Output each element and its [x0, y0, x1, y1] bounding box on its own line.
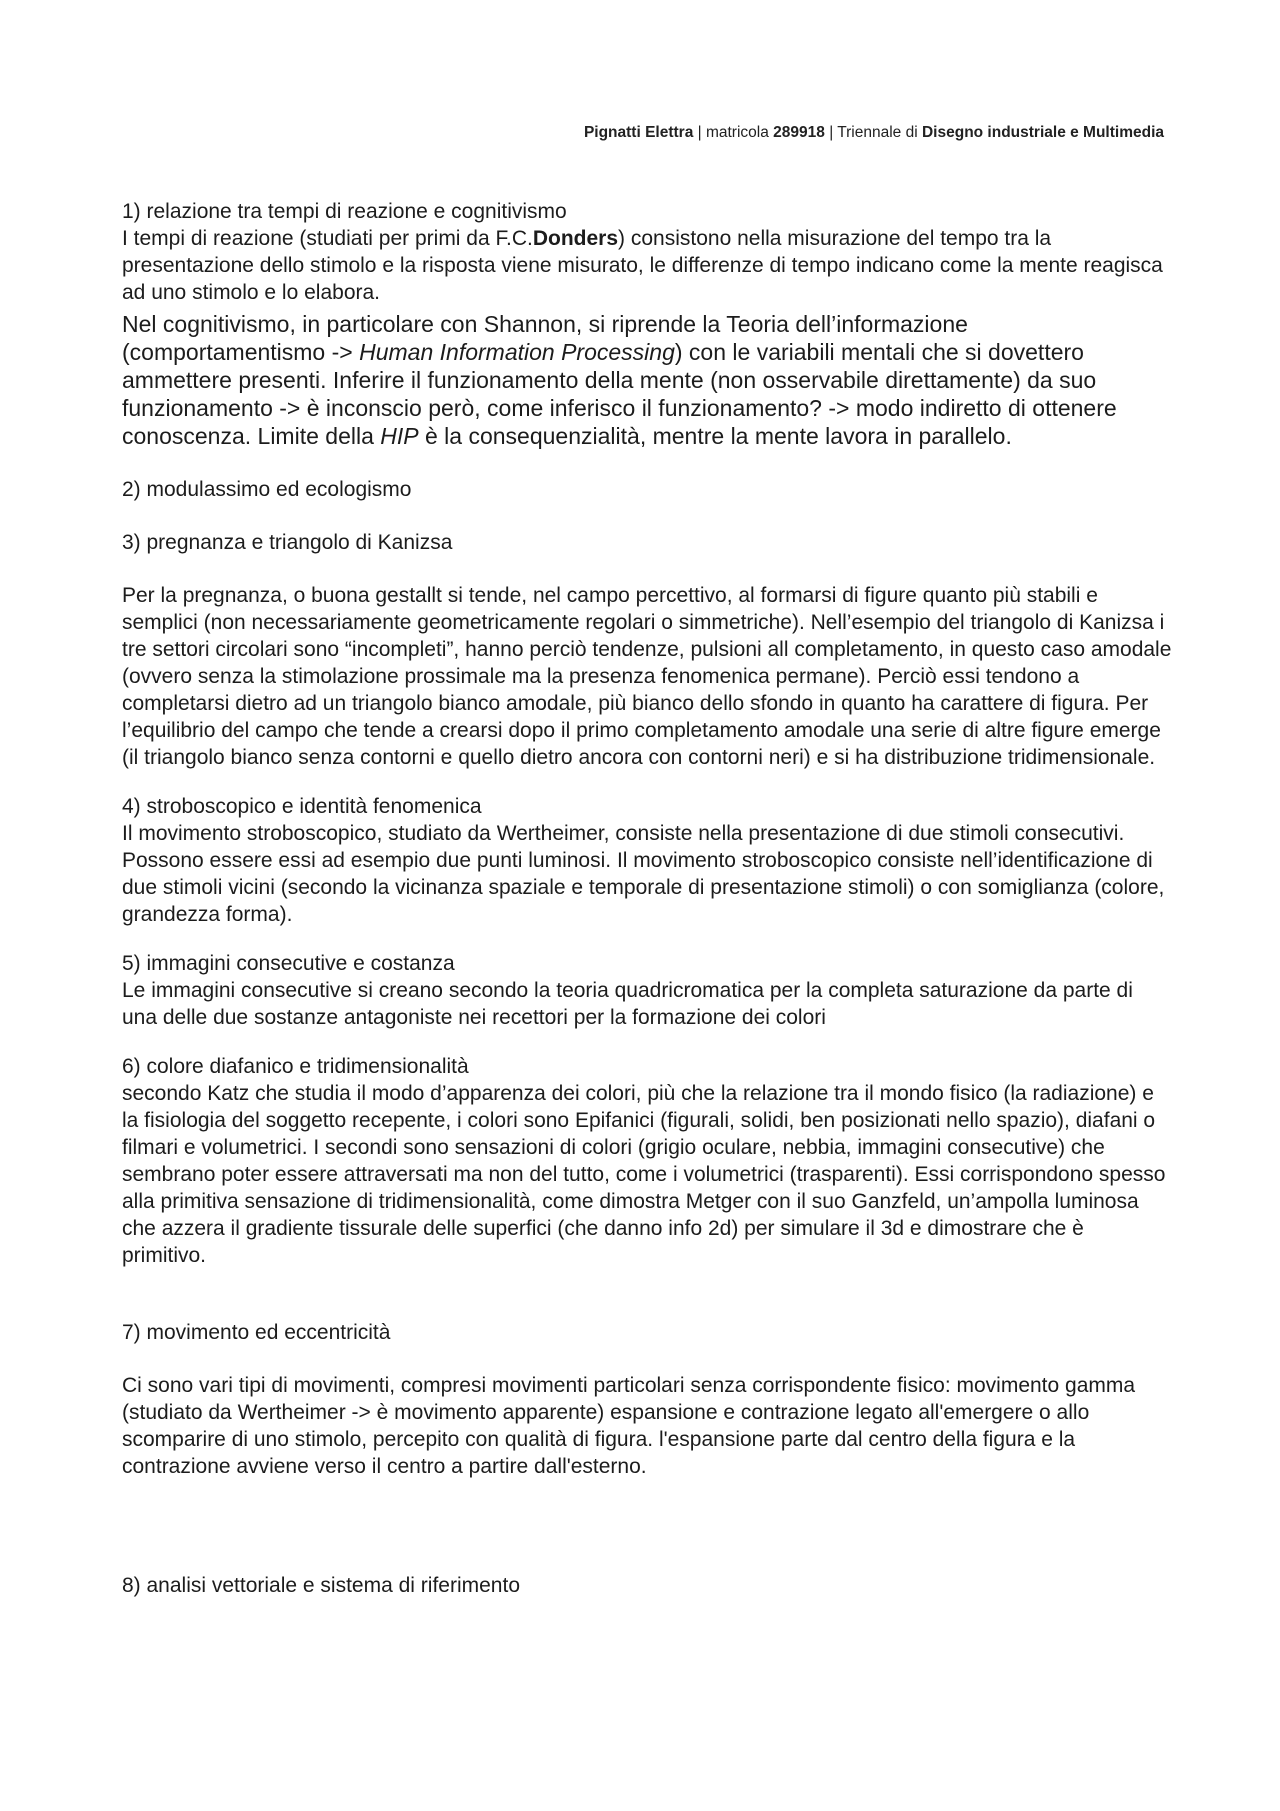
section-1-paragraph-1: I tempi di reazione (studiati per primi da F.C.Donders) consistono nella misurazione del tempo tra la presentazione dello stimolo e la risposta viene misurato, le differenze di tempo indicano come la mente reagisca ad uno stimolo e lo elabora.	[122, 227, 1163, 304]
hip-abbrev-italic: HIP	[380, 423, 419, 449]
student-name: Pignatti Elettra	[583, 124, 694, 141]
section-2-title: 2) modulassimo ed ecologismo	[122, 478, 412, 501]
matricola-number: 289918	[773, 124, 825, 141]
hip-italic: Human Information Processing	[359, 339, 675, 365]
section-3-body: Per la pregnanza, o buona gestallt si tende, nel campo percettivo, al formarsi di figure quanto più stabili e semplici (non necessariamente geometricamente regolari o simmetriche). Nell’esempio del triangolo di Kanizsa i tre settori circolari sono “incompleti”, hanno perciò tendenze, pulsioni all completamento, in questo caso amodale (ovvero senza la stimolazione prossimale ma la presenza fenomenica permane). Perciò essi tendono a completarsi dietro ad un triangolo bianco amodale, più bianco dello sfondo in quanto ha carattere di figura. Per l’equilibrio del campo che tende a crearsi dopo il primo completamento amodale una serie di altre figure emerge (il triangolo bianco senza contorni e quello dietro ancora con contorni neri) e si ha distribuzione tridimensionale.	[122, 584, 1172, 769]
section-6-title: 6) colore diafanico e tridimensionalità	[122, 1055, 469, 1078]
matricola-label: matricola	[705, 124, 774, 141]
section-7-body: Ci sono vari tipi di movimenti, compresi movimenti particolari senza corrispondente fisico: movimento gamma (studiato da Wertheimer -> è movimento apparente) espansione e contrazione legato all'emergere o allo scomparire di uno stimolo, percepito con qualità di figura. l'espansione parte dal centro della figura e la contrazione avviene verso il centro a partire dall'esterno.	[122, 1374, 1136, 1478]
section-6-body: secondo Katz che studia il modo d’apparenza dei colori, più che la relazione tra il mondo fisico (la radiazione) e la fisiologia del soggetto recepente, i colori sono Epifanici (figurali, solidi, ben posizionati nello spazio), diafani o filmari e volumetrici. I secondi sono sensazioni di colori (grigio oculare, nebbia, immagini consecutive) che sembrano poter essere attraversati ma non del tutto, come i volumetrici (trasparenti). Essi corrispondono spesso alla primitiva sensazione di tridimensionalità, come dimostra Metger con il suo Ganzfeld, un’ampolla luminosa che azzera il gradiente tissurale delle superfici (che danno info 2d) per simulare il 3d e dimostrare che è primitivo.	[122, 1082, 1166, 1267]
section-1-title: 1) relazione tra tempi di reazione e cognitivismo	[122, 200, 567, 223]
section-1-paragraph-2: Nel cognitivismo, in particolare con Shannon, si riprende la Teoria dell’informazione (comportamentismo -> Human Information Processing) con le variabili mentali che si dovettero ammettere presenti. Inferire il funzionamento della mente (non osservabile direttamente) da suo funzionamento -> è inconscio però, come inferisco il funzionamento? -> modo indiretto di ottenere conoscenza. Limite della HIP è la consequenzialità, mentre la mente lavora in parallelo.	[122, 311, 1117, 449]
section-3-title: 3) pregnanza e triangolo di Kanizsa	[122, 531, 453, 554]
section-4-title: 4) stroboscopico e identità fenomenica	[122, 795, 482, 818]
section-4-body: Il movimento stroboscopico, studiato da Wertheimer, consiste nella presentazione di due stimoli consecutivi. Possono essere essi ad esempio due punti luminosi. Il movimento stroboscopico consiste nell’identificazione di due stimoli vicini (secondo la vicinanza spaziale e temporale di presentazione stimoli) o con somiglianza (colore, grandezza forma).	[122, 822, 1165, 926]
section-5-title: 5) immagini consecutive e costanza	[122, 952, 455, 975]
separator: |	[824, 124, 838, 141]
section-8-title: 8) analisi vettoriale e sistema di riferimento	[122, 1574, 520, 1597]
section-7-title: 7) movimento ed eccentricità	[122, 1321, 391, 1344]
document-body	[122, 198, 1172, 1599]
donders-bold: Donders	[532, 227, 619, 250]
page-header	[584, 124, 1164, 142]
separator: |	[693, 124, 706, 141]
section-5-body: Le immagini consecutive si creano secondo la teoria quadricromatica per la completa saturazione da parte di una delle due sostanze antagoniste nei recettori per la formazione dei colori	[122, 979, 1133, 1029]
course-prefix: Triennale di	[837, 124, 922, 141]
course-name: Disegno industriale e Multimedia	[921, 124, 1164, 141]
